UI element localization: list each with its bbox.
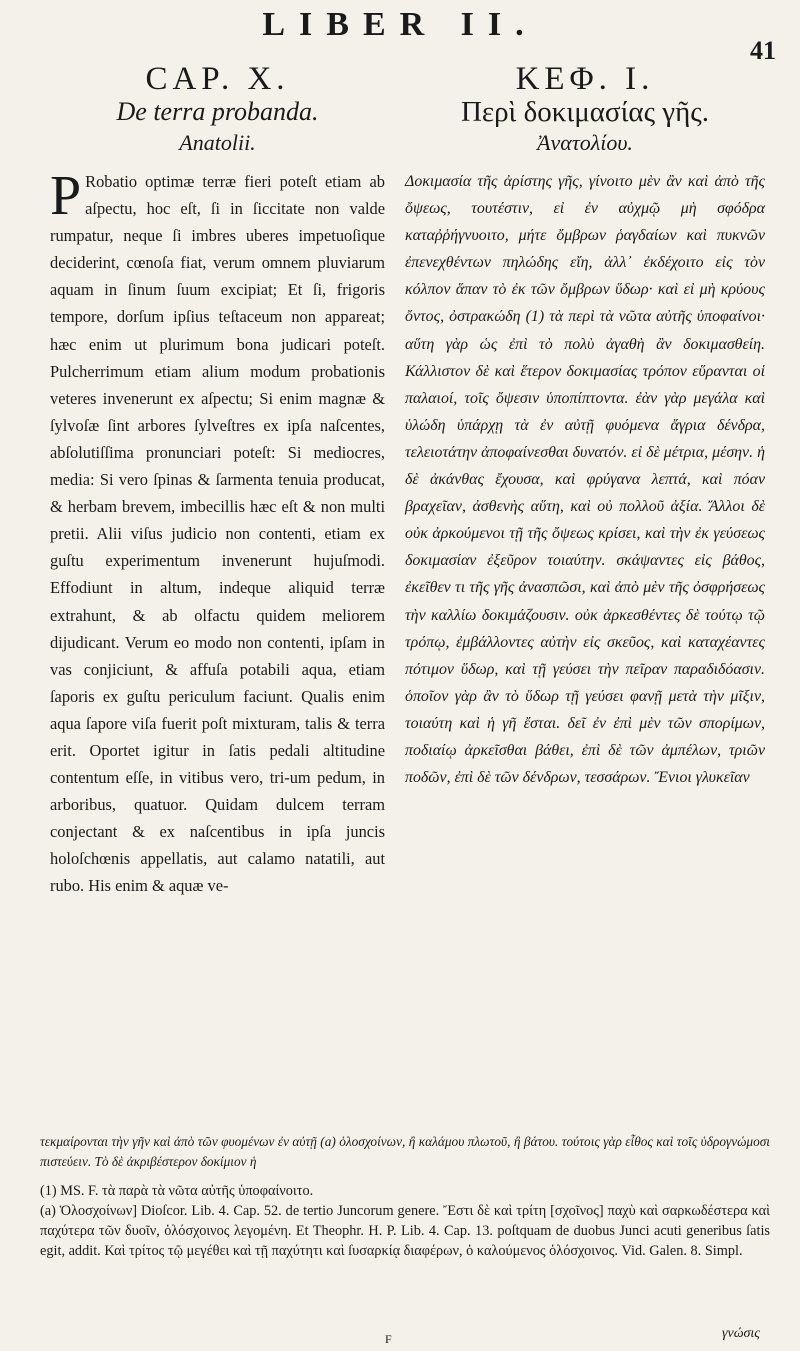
running-head: LIBER II.: [262, 6, 538, 43]
catchword: γνώσις: [722, 1326, 760, 1341]
latin-column: [50, 62, 385, 900]
greek-column: [405, 62, 765, 791]
latin-chapter-title: De terra probanda.: [116, 97, 319, 126]
footnote: (a) Ὁλοσχοίνων] Dioſcor. Lib. 4. Cap. 52. de tertio Juncorum genere. Ἔστι δὲ καὶ τρίτη [σχοῖνος] παχὺ καὶ σαρκωδέστερα καὶ παχύτερα τῶν δυοῖν, ὁλόσχοινος λεγομένη. Et Theophr. H. P. Lib. 4. Cap. 13. poſtquam de duobus Junci acuti generibus ſatis egit, addit. Καὶ τρίτος τῷ μεγέθει καὶ τῇ παχύτητι καὶ ſυσαρκίᾳ διαφέρων, ὁ καλούμενος ὁλόσχοινος. Vid. Galen. 8. Simpl.: [40, 1203, 770, 1259]
drop-cap: P: [50, 165, 82, 227]
greek-author: Ἀνατολίου.: [537, 130, 633, 155]
footnote: (1) MS. F. τὰ παρὰ τὰ νῶτα αὐτῆς ὑποφαίνοιτο.: [40, 1183, 314, 1199]
page-number: 41: [750, 36, 776, 65]
signature-mark: F: [385, 1332, 392, 1346]
latin-author: Anatolii.: [179, 130, 256, 155]
latin-body: [50, 165, 385, 900]
greek-chapter-heading: ΚΕΦ. Ι.: [515, 61, 655, 97]
footnotes: [40, 1181, 770, 1261]
latin-chapter-heading: CAP. X.: [145, 61, 290, 97]
latin-body-text: Robatio optimæ terræ fieri poteſt etiam ab aſpectu, hoc eſt, ſi in ſiccitate non valde rumpatur, neque ſi imbres uberes impetuoſique deciderint, cœnoſa fiat, verum omnem pluviarum aquam in ſinum ſuum excipiat; Et ſi, frigoris tempore, dorſum ipſius teſtaceum non appareat; hæc enim ut plurimum bona judicari poteſt. Pulcherrimum etiam alium modum probationis veteres invenerunt ex aſpectu; Si enim magnæ & ſylvoſæ ſint arbores ſylveſtres ex ipſa naſcentes, abſolutiſſima pronunciari poteſt: Si mediocres, media: Si vero ſpinas & ſarmenta tenuia producat, & herbam brevem, imbecillis hæc eſt & non multi pretii. Alii viſus judicio non contenti, etiam ex guſtu experimentum invenerunt hujuſmodi. Effodiunt in altum, indeque aliquid terræ extrahunt, & ab olfactu quidem meliorem dijudicant. Verum eo modo non contenti, ipſam in vas conjiciunt, & affuſa potabili aqua, etiam ſaporis ex guſtu periculum faciunt. Qualis enim aqua ſapore viſa fuerit poſt mixturam, talis & terra erit. Oportet igitur in ſatis pedali altitudine contentum eſſe, in vitibus vero, tri-um pedum, in arboribus, quatuor. Quidam dulcem terram conjectant & ex naſcentibus in ipſa juncis holoſchœnis appellatis, aut calamo natatili, aut rubo. His enim & aquæ ve-: [50, 172, 385, 896]
greek-continuation: τεκμαίρονται τὴν γῆν καὶ ἀπὸ τῶν φυομένων ἐν αὐτῇ (a) ὁλοσχοίνων, ἢ καλάμου πλωτοῦ, ἢ βάτου. τούτοις γὰρ εἶθος καὶ τοῖς ὑδρογνώμοσι πιστεύειν. Τὸ δὲ ἀκριβέστερον δοκίμιον ἡ: [40, 1134, 770, 1169]
greek-body: Δοκιμασία τῆς ἀρίστης γῆς, γίνοιτο μὲν ἂν καὶ ἀπὸ τῆς ὄψεως, τουτέστιν, εἰ ἐν αὐχμῷ μὴ σφόδρα καταῤῥήγνυοιτο, μήτε ὄμβρων ῥαγδαίων καὶ πυκνῶν ἐπενεχθέντων πηλώδης εἴη, ἀλλ᾽ ἐκδέχοιτο εἰς τὸν κόλπον ἅπαν τὸ ἐκ τῶν ὄμβρων ὕδωρ· καὶ εἰ μὴ κρύους ὄντος, ὀστρακώδη (1) τὰ περὶ τὰ νῶτα αὐτῆς ὑποφαίνοι· αὕτη γὰρ ὡς ἐπὶ τὸ πολὺ ἀγαθὴ ἂν δοκιμασθείη. Κάλλιστον δὲ καὶ ἕτερον δοκιμασίας τρόπον εὕρανται οἱ παλαιοί, τοῖς ὄψεσιν ὑποπίπτοντα. ἐὰν γὰρ μεγάλα καὶ ὑλώδη ὑπάρχῃ τὰ ἐν αὐτῇ φυόμενα ἄγρια δένδρα, τελειοτάτην ἀποφαίνεσθαι δυνατόν. εἰ δὲ μέτρια, μέσην. ἡ δὲ ἀκάνθας ἔχουσα, καὶ φρύγανα λεπτά, καὶ πόαν βραχεῖαν, ἀσθενὴς αὕτη, καὶ οὐ πολλοῦ ἀξία. Ἄλλοι δὲ οὐκ ἀρκούμενοι τῇ τῆς ὄψεως κρίσει, καὶ τὴν ἐκ γεύσεως δοκιμασίαν ἐξεῦρον τοιαύτην. σκάψαντες εἰς βάθος, ἐκεῖθεν τι τῆς γῆς ἀνασπῶσι, καὶ ἀπὸ μὲν τῆς ὀσφρήσεως τὴν καλλίω δοκιμάζουσιν. οὐκ ἀρκεσθέντες δὲ τούτῳ τῷ τρόπῳ, ἐμβάλλοντες αὐτὴν εἰς σκεῦος, καὶ καταχέαντες πότιμον ὕδωρ, καὶ τῇ γεύσει τὴν πεῖραν παραδιδόασιν. ὁποῖον γὰρ ἂν τὸ ὕδωρ τῇ γεύσει φανῇ μετὰ τὴν μῖξιν, τοιαύτη καὶ ἡ γῆ ἔσται. δεῖ ἐν ἐπὶ μὲν τῶν σπορίμων, ποδιαίῳ ἀρκεῖσθαι βάθει, ἐπὶ δὲ τῶν ἀμπέλων, τριῶν ποδῶν, ἐπὶ δὲ τῶν δένδρων, τεσσάρων. Ἔνιοι γλυκεῖαν: [405, 173, 765, 787]
greek-chapter-title: Περὶ δοκιμασίας γῆς.: [460, 96, 710, 128]
